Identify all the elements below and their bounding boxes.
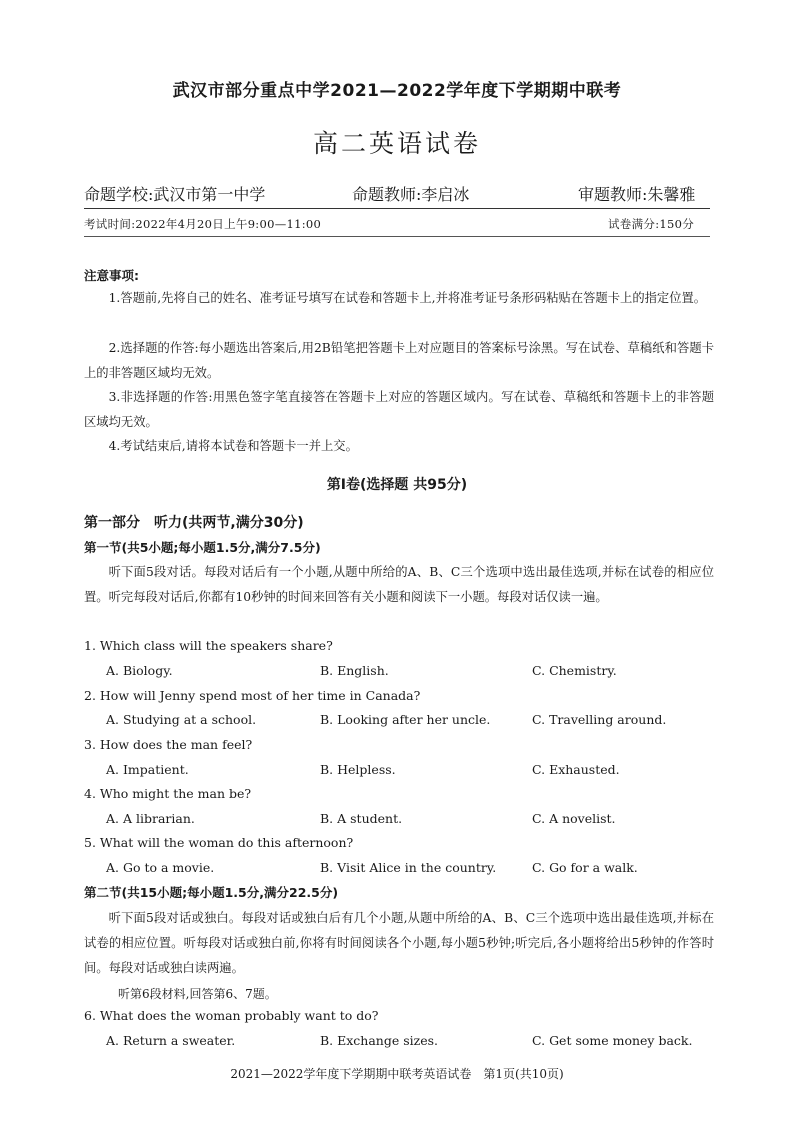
question-setter: 命题教师:李启冰	[352, 185, 470, 204]
section-instructions: 听下面5段对话。每段对话后有一个小题,从题中所给的A、B、C三个选项中选出最佳选项,并标在试卷的相应位置。听完每段对话后,你都有10秒钟的时间来回答有关小题和阅读下一小题。每段对话仅读一遍。	[84, 565, 714, 604]
option-a: A. Impatient.	[106, 762, 189, 777]
section-instructions: 听下面5段对话或独白。每段对话或独白后有几个小题,从题中所给的A、B、C三个选项中选出最佳选项,并标在试卷的相应位置。听每段对话或独白前,你将有时间阅读各个小题,每小题5秒钟;听完后,各小题将给出5秒钟的作答时间。每段对话或独白读两遍。	[84, 911, 714, 975]
note-item: 4.考试结束后,请将本试卷和答题卡一并上交。	[108, 439, 358, 453]
question-stem: 4. Who might the man be?	[84, 786, 252, 801]
question-stem: 5. What will the woman do this afternoon?	[84, 835, 354, 850]
option-a: A. Go to a movie.	[106, 860, 215, 875]
page-footer: 2021—2022学年度下学期期中联考英语试卷 第1页(共10页)	[230, 1067, 564, 1081]
question-stem: 3. How does the man feel?	[84, 737, 253, 752]
exam-title: 武汉市部分重点中学2021—2022学年度下学期期中联考	[172, 81, 622, 101]
meta-rule	[84, 236, 710, 237]
exam-time: 考试时间:2022年4月20日上午9:00—11:00	[84, 217, 322, 231]
note-item: 3.非选择题的作答:用黑色签字笔直接答在答题卡上对应的答题区域内。写在试卷、草稿纸和答题卡上的非答题区域均无效。	[84, 390, 714, 429]
option-c: C. Travelling around.	[532, 712, 667, 727]
setting-school: 命题学校:武汉市第一中学	[84, 185, 266, 204]
option-c: C. A novelist.	[532, 811, 616, 826]
question-stem: 6. What does the woman probably want to do?	[84, 1008, 379, 1023]
question-stem: 1. Which class will the speakers share?	[84, 638, 333, 653]
question-stem: 2. How will Jenny spend most of her time in Canada?	[84, 688, 421, 703]
full-score: 试卷满分:150分	[608, 217, 695, 231]
option-b: B. A student.	[320, 811, 403, 826]
option-c: C. Get some money back.	[532, 1033, 693, 1048]
note-item: 1.答题前,先将自己的姓名、准考证号填写在试卷和答题卡上,并将准考证号条形码粘贴在答题卡上的指定位置。	[108, 291, 707, 305]
section-title: 第二节(共15小题;每小题1.5分,满分22.5分)	[84, 885, 339, 900]
option-a: A. Return a sweater.	[106, 1033, 236, 1048]
option-b: B. Helpless.	[320, 762, 396, 777]
section-title: 第一节(共5小题;每小题1.5分,满分7.5分)	[84, 540, 321, 555]
option-a: A. Studying at a school.	[106, 712, 257, 727]
option-b: B. Visit Alice in the country.	[320, 860, 497, 875]
note-item: 2.选择题的作答:每小题选出答案后,用2B铅笔把答题卡上对应题目的答案标号涂黑。写在试卷、草稿纸和答题卡上的非答题区域均无效。	[84, 341, 714, 380]
option-b: B. Looking after her uncle.	[320, 712, 491, 727]
part-title: 第一部分 听力(共两节,满分30分)	[84, 515, 304, 531]
notes-heading: 注意事项:	[84, 268, 139, 283]
option-a: A. Biology.	[106, 663, 173, 678]
option-a: A. A librarian.	[106, 811, 195, 826]
option-b: B. English.	[320, 663, 389, 678]
option-c: C. Go for a walk.	[532, 860, 638, 875]
header-rule	[84, 208, 710, 209]
paper-title: 高二英语试卷	[312, 129, 481, 158]
volume-title: 第Ⅰ卷(选择题 共95分)	[326, 477, 468, 493]
option-b: B. Exchange sizes.	[320, 1033, 439, 1048]
option-c: C. Exhausted.	[532, 762, 620, 777]
reviewer: 审题教师:朱馨雅	[578, 185, 696, 204]
material-note: 听第6段材料,回答第6、7题。	[118, 987, 277, 1001]
option-c: C. Chemistry.	[532, 663, 617, 678]
